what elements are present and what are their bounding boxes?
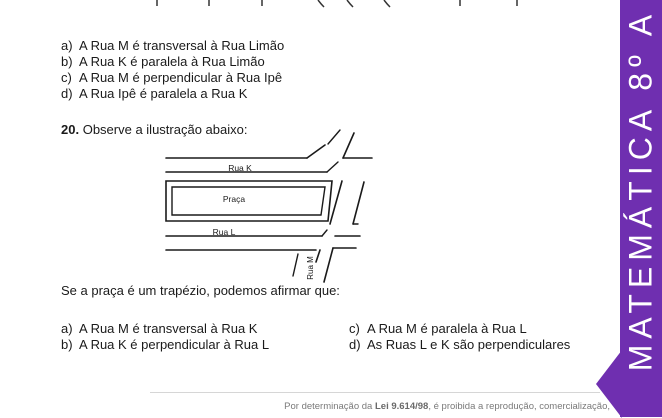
question-statement: Se a praça é um trapézio, podemos afirmar que: — [61, 283, 340, 298]
footer-divider — [150, 392, 600, 393]
label-praca: Praça — [222, 194, 246, 204]
prev-option-c: c) A Rua M é perpendicular à Rua Ipê — [61, 70, 283, 85]
prev-option-d: d) A Rua Ipê é paralela a Rua K — [61, 86, 248, 101]
side-band-tab — [596, 350, 622, 418]
prev-option-a: a) A Rua M é transversal à Rua Limão — [61, 38, 285, 53]
label-rua-l: Rua L — [212, 227, 236, 237]
option-c: c) A Rua M é paralela à Rua L — [349, 321, 527, 336]
option-b: b) A Rua K é perpendicular à Rua L — [61, 337, 270, 352]
praca-inner — [172, 187, 325, 215]
option-a: a) A Rua M é transversal à Rua K — [61, 321, 258, 336]
question-number: 20. — [61, 122, 80, 137]
prev-option-b: b) A Rua K é paralela à Rua Limão — [61, 54, 265, 69]
copyright-footer: Por determinação da Lei 9.614/98, é proibida a reprodução, comercialização, — [284, 401, 610, 412]
label-rua-m: Rua M — [306, 256, 315, 280]
rua-m-left-line — [316, 250, 320, 262]
label-rua-k: Rua K — [228, 163, 252, 173]
option-d: d) As Ruas L e K são perpendiculares — [349, 337, 571, 352]
subject-label: MATEMÁTICA 8º A — [622, 8, 659, 372]
rua-m-right-line — [324, 248, 333, 282]
question-prompt: Observe a ilustração abaixo: — [82, 122, 248, 137]
